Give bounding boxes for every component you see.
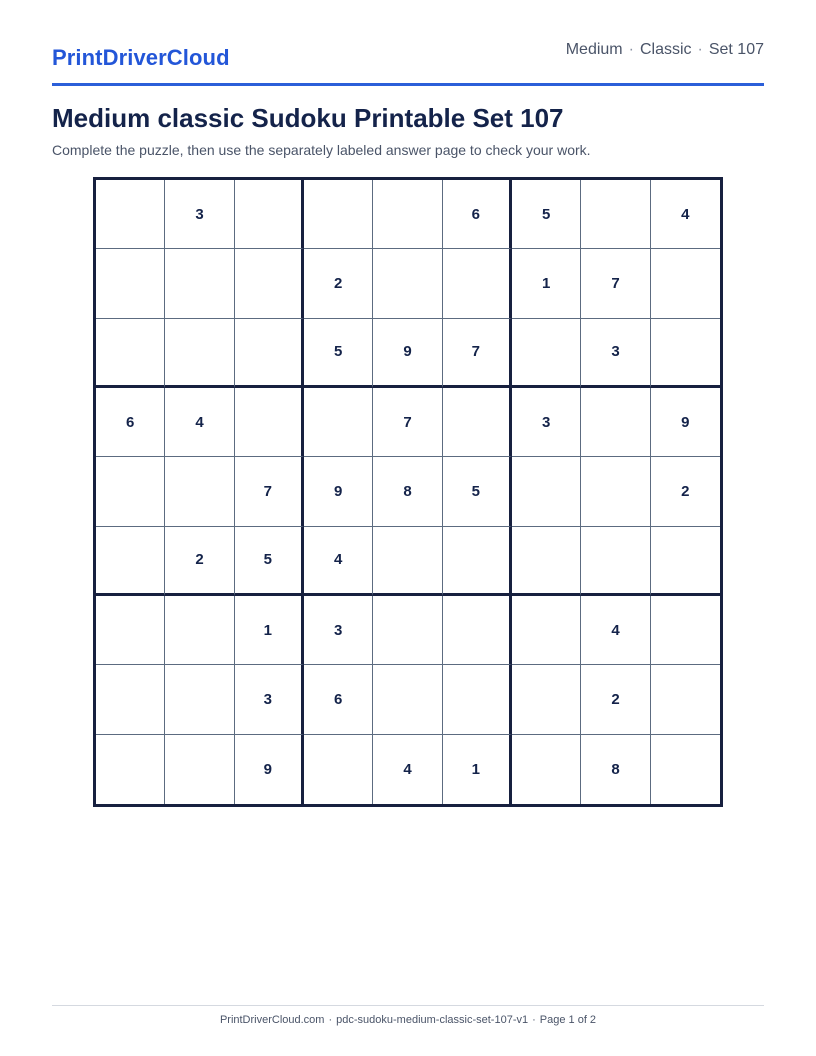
sudoku-cell[interactable] (96, 319, 165, 388)
page-title: Medium classic Sudoku Printable Set 107 (52, 103, 564, 133)
sudoku-cell[interactable] (304, 735, 373, 804)
sudoku-cell[interactable]: 9 (235, 735, 304, 804)
brand-logo-text: PrintDriverCloud (52, 45, 230, 70)
sudoku-cell[interactable] (165, 319, 234, 388)
sudoku-cell[interactable]: 9 (651, 388, 720, 457)
sudoku-cell[interactable]: 6 (96, 388, 165, 457)
sudoku-cell[interactable]: 7 (235, 457, 304, 526)
sudoku-cell[interactable] (235, 388, 304, 457)
sudoku-cell[interactable] (443, 596, 512, 665)
sudoku-cell[interactable]: 5 (512, 180, 581, 249)
sudoku-cell[interactable]: 9 (373, 319, 442, 388)
sudoku-cell[interactable] (165, 665, 234, 734)
sudoku-cell[interactable]: 3 (304, 596, 373, 665)
sudoku-cell[interactable] (304, 180, 373, 249)
sudoku-cell[interactable]: 3 (165, 180, 234, 249)
sudoku-cell[interactable]: 2 (581, 665, 650, 734)
sudoku-cell[interactable]: 1 (235, 596, 304, 665)
sudoku-cell[interactable]: 6 (443, 180, 512, 249)
sudoku-cell[interactable] (235, 249, 304, 318)
sudoku-cell[interactable] (96, 596, 165, 665)
meta-separator: · (697, 41, 703, 58)
sudoku-grid (93, 177, 723, 807)
sudoku-cell[interactable]: 8 (373, 457, 442, 526)
set-label: Set 107 (708, 41, 764, 58)
sudoku-cell[interactable] (443, 249, 512, 318)
sudoku-cell[interactable] (581, 180, 650, 249)
sudoku-cell[interactable]: 5 (304, 319, 373, 388)
sudoku-cell[interactable] (96, 735, 165, 804)
sudoku-cell[interactable]: 3 (512, 388, 581, 457)
footer-separator: · (532, 1014, 536, 1026)
sudoku-cell[interactable] (512, 735, 581, 804)
sudoku-cell[interactable] (96, 665, 165, 734)
sudoku-cell[interactable] (96, 527, 165, 596)
sudoku-cell[interactable]: 1 (512, 249, 581, 318)
sudoku-cell[interactable] (235, 319, 304, 388)
sudoku-cell[interactable]: 7 (373, 388, 442, 457)
sudoku-cell[interactable] (96, 180, 165, 249)
sudoku-cell[interactable] (512, 527, 581, 596)
sudoku-cell[interactable] (512, 596, 581, 665)
footer-divider (52, 1005, 764, 1006)
sudoku-cell[interactable] (651, 319, 720, 388)
sudoku-cell[interactable] (651, 735, 720, 804)
sudoku-cell[interactable] (512, 665, 581, 734)
sudoku-cell[interactable] (373, 527, 442, 596)
sudoku-cell[interactable] (373, 249, 442, 318)
sudoku-cell[interactable]: 7 (443, 319, 512, 388)
footer-code: pdc-sudoku-medium-classic-set-107-v1 (336, 1014, 529, 1026)
page-footer (52, 1014, 764, 1026)
sudoku-cell[interactable]: 4 (165, 388, 234, 457)
sudoku-cell[interactable] (165, 735, 234, 804)
footer-page-number: Page 1 of 2 (539, 1014, 597, 1026)
sudoku-cell[interactable] (165, 457, 234, 526)
style-label: Classic (639, 41, 692, 58)
sudoku-cell[interactable]: 7 (581, 249, 650, 318)
sudoku-cell[interactable] (512, 319, 581, 388)
sudoku-cell[interactable] (373, 596, 442, 665)
sudoku-cell[interactable] (235, 180, 304, 249)
sudoku-cell[interactable] (651, 249, 720, 318)
sudoku-cell[interactable] (443, 665, 512, 734)
sudoku-cell[interactable] (651, 527, 720, 596)
sudoku-cell[interactable]: 4 (304, 527, 373, 596)
sudoku-cell[interactable] (512, 457, 581, 526)
sudoku-cell[interactable] (96, 249, 165, 318)
sudoku-cell[interactable]: 5 (235, 527, 304, 596)
page-header (52, 0, 764, 86)
sudoku-cell[interactable] (581, 388, 650, 457)
sudoku-cell[interactable]: 2 (304, 249, 373, 318)
sudoku-cell[interactable]: 8 (581, 735, 650, 804)
sudoku-cell[interactable] (581, 457, 650, 526)
sudoku-cell[interactable] (443, 527, 512, 596)
sudoku-cell[interactable]: 4 (581, 596, 650, 665)
sudoku-cell[interactable]: 4 (373, 735, 442, 804)
sudoku-cell[interactable]: 6 (304, 665, 373, 734)
difficulty-label: Medium (565, 41, 623, 58)
sudoku-cell[interactable] (304, 388, 373, 457)
sudoku-cell[interactable]: 2 (165, 527, 234, 596)
sudoku-cell[interactable] (96, 457, 165, 526)
sudoku-cell[interactable] (373, 665, 442, 734)
sudoku-cell[interactable] (443, 388, 512, 457)
sudoku-cell[interactable]: 2 (651, 457, 720, 526)
sudoku-cell[interactable] (165, 249, 234, 318)
sudoku-cell[interactable]: 5 (443, 457, 512, 526)
sudoku-cell[interactable]: 4 (651, 180, 720, 249)
puzzle-meta (566, 41, 764, 59)
sudoku-cell[interactable]: 1 (443, 735, 512, 804)
sudoku-cell[interactable] (581, 527, 650, 596)
sudoku-cell[interactable] (373, 180, 442, 249)
sudoku-cell[interactable]: 3 (235, 665, 304, 734)
sudoku-cell[interactable]: 9 (304, 457, 373, 526)
sudoku-cell[interactable] (651, 665, 720, 734)
sudoku-cell[interactable] (651, 596, 720, 665)
footer-separator: · (328, 1014, 333, 1026)
footer-site: PrintDriverCloud.com (219, 1014, 325, 1026)
sudoku-cell[interactable] (165, 596, 234, 665)
page-subtitle: Complete the puzzle, then use the separately labeled answer page to check your work. (52, 142, 591, 158)
meta-separator: · (628, 41, 634, 58)
sudoku-cell[interactable]: 3 (581, 319, 650, 388)
